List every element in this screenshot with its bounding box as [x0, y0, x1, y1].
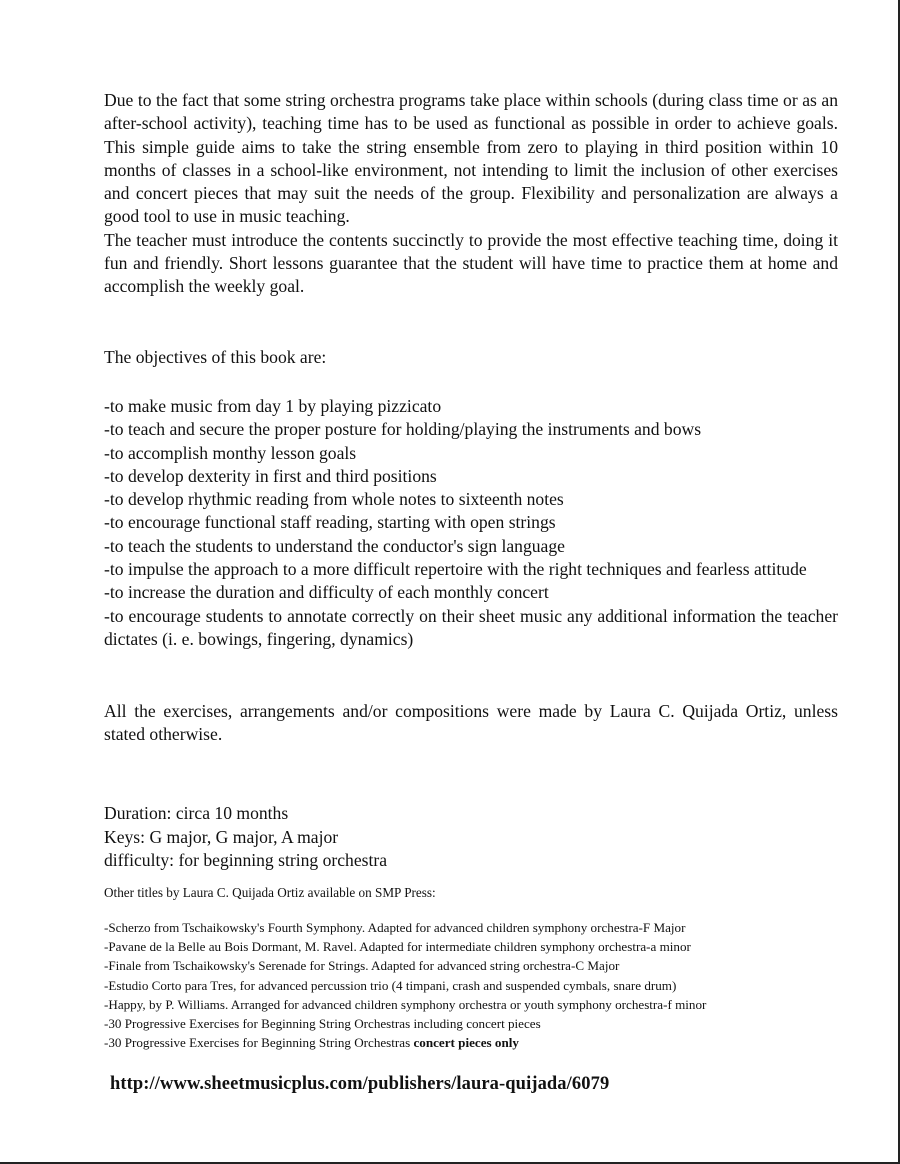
objectives-heading: The objectives of this book are: [104, 347, 327, 367]
objective-item: -to make music from day 1 by playing pizzicato [104, 396, 442, 416]
title-item-text: -30 Progressive Exercises for Beginning String Orchestras [104, 1035, 414, 1051]
title-item: -Happy, by P. Williams. Arranged for advanced children symphony orchestra or youth symphony orchestra-f minor [104, 996, 707, 1012]
objective-item: -to develop dexterity in first and third positions [104, 465, 437, 486]
objective-item: -to teach and secure the proper posture for holding/playing the instruments and bows [104, 419, 702, 440]
title-item-bold: concert pieces only [413, 1035, 519, 1051]
other-titles-list [104, 918, 706, 1052]
title-item: -30 Progressive Exercises for Beginning String Orchestras including concert pieces [104, 1016, 541, 1032]
intro-section [104, 89, 838, 299]
intro-paragraph: Due to the fact that some string orchestra programs take place within schools (during class time or as an after-school activity), teaching time has to be used as functional as possible in order to achieve goals. This simple guide aims to take the string ensemble from zero to playing in third position within 10 months of classes in a school-like environment, not intending to limit the inclusion of other exercises and concert pieces that may suit the needs of the group. Flexibility and personalization are always a good tool to use in music teaching. [104, 90, 838, 227]
title-item: -Estudio Corto para Tres, for advanced percussion trio (4 timpani, crash and suspended cymbals, snare drum) [104, 977, 677, 993]
book-info [104, 802, 387, 873]
objective-item: -to develop rhythmic reading from whole notes to sixteenth notes [104, 489, 564, 510]
objective-item: -to impulse the approach to a more difficult repertoire with the right techniques and fearless attitude [104, 559, 807, 580]
objective-item: -to accomplish monthy lesson goals [104, 442, 357, 463]
difficulty-line: difficulty: for beginning string orchestra [104, 850, 388, 870]
title-item: -Finale from Tschaikowsky's Serenade for Strings. Adapted for advanced string orchestra-C Major [104, 958, 620, 974]
title-item: -Pavane de la Belle au Bois Dormant, M. Ravel. Adapted for intermediate children symphony orchestra-a minor [104, 939, 691, 955]
keys-line: Keys: G major, G major, A major [104, 826, 339, 847]
intro-paragraph: The teacher must introduce the contents succinctly to provide the most effective teaching time, doing it fun and friendly. Short lessons guarantee that the student will have time to practice them at home and accomplish the weekly goal. [104, 229, 838, 297]
objective-item: -to increase the duration and difficulty of each monthly concert [104, 582, 549, 603]
other-titles-heading: Other titles by Laura C. Quijada Ortiz available on SMP Press: [104, 885, 436, 900]
objectives-list [104, 395, 838, 651]
objective-item: -to teach the students to understand the conductor's sign language [104, 535, 565, 556]
objective-item: -to encourage functional staff reading, starting with open strings [104, 512, 556, 533]
credits-paragraph: All the exercises, arrangements and/or compositions were made by Laura C. Quijada Ortiz, unless stated otherwise. [104, 701, 838, 745]
title-item-last [104, 1033, 706, 1052]
title-item: -Scherzo from Tschaikowsky's Fourth Symphony. Adapted for advanced children symphony orchestra-F Major [104, 920, 686, 935]
duration-line: Duration: circa 10 months [104, 803, 289, 823]
publisher-link[interactable]: http://www.sheetmusicplus.com/publishers/laura-quijada/6079 [110, 1074, 610, 1094]
objective-item: -to encourage students to annotate correctly on their sheet music any additional information the teacher dictates (i. e. bowings, fingering, dynamics) [104, 605, 838, 649]
